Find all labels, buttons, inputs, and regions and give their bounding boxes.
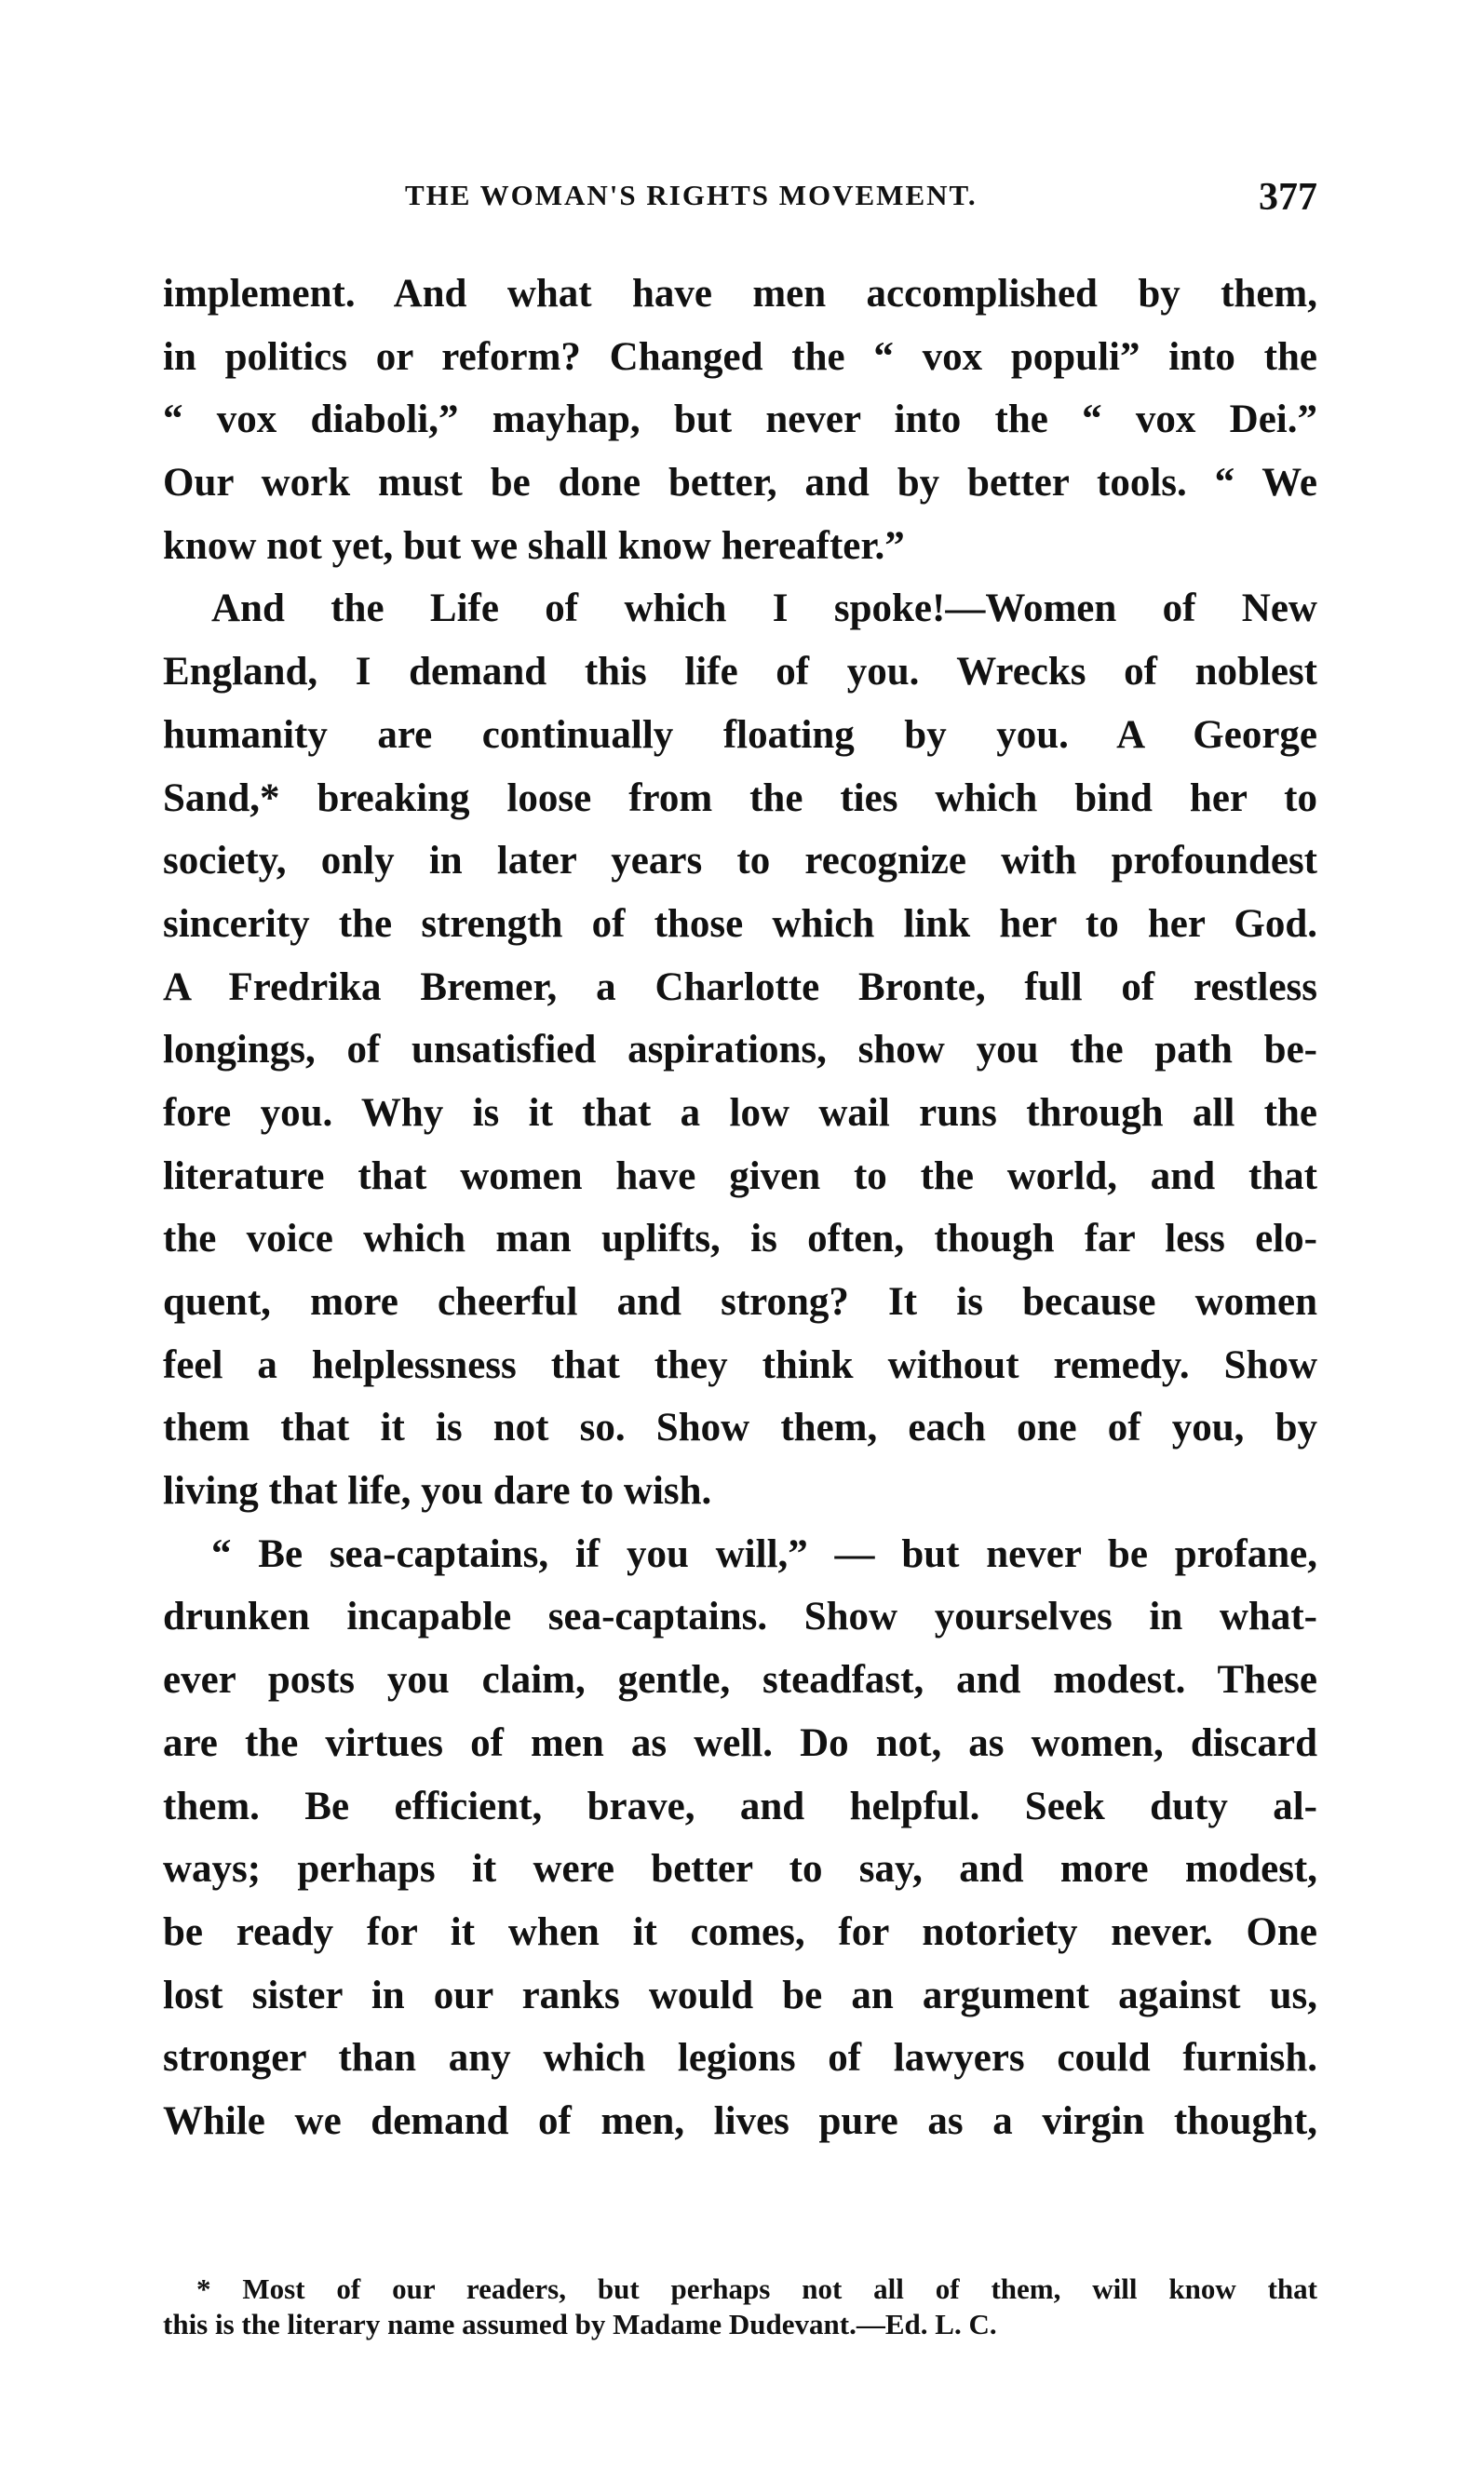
text-line: them that it is not so. Show them, each one of you, by: [163, 1406, 1317, 1450]
text-line: are the virtues of men as well. Do not, as women, discard: [163, 1720, 1317, 1765]
text-line: be ready for it when it comes, for notoriety never. One: [163, 1909, 1317, 1954]
text-line: ways; perhaps it were better to say, and more modest,: [163, 1847, 1317, 1892]
text-line: sincerity the strength of those which link her to her God.: [163, 901, 1317, 946]
text-line: “ Be sea-captains, if you will,” — but never be profane,: [211, 1531, 1317, 1576]
running-title: THE WOMAN'S RIGHTS MOVEMENT.: [405, 179, 978, 211]
text-line: feel a helplessness that they think without remedy. Show: [163, 1342, 1317, 1387]
text-line: implement. And what have men accomplished by them,: [163, 272, 1317, 316]
body-text: [163, 263, 1317, 2153]
text-line: drunken incapable sea-captains. Show yourselves in what-: [163, 1595, 1317, 1639]
text-line: quent, more cheerful and strong? It is because women: [163, 1280, 1317, 1324]
text-line: Sand,* breaking loose from the ties which bind her to: [163, 775, 1317, 820]
footnote: [163, 2272, 1317, 2342]
text-line: society, only in later years to recognize with profoundest: [163, 839, 1317, 883]
text-line: fore you. Why is it that a low wail runs through all the: [163, 1090, 1317, 1135]
page-number: 377: [1259, 176, 1317, 219]
text-line: the voice which man uplifts, is often, though far less elo-: [163, 1217, 1317, 1261]
text-line: in politics or reform? Changed the “ vox populi” into the: [163, 334, 1317, 379]
text-line: longings, of unsatisfied aspirations, show you the path be-: [163, 1028, 1317, 1072]
footnote-line: this is the literary name assumed by Madame Dudevant.—Ed. L. C.: [163, 2308, 997, 2340]
running-header: [163, 176, 1317, 222]
text-line: them. Be efficient, brave, and helpful. Seek duty al-: [163, 1784, 1317, 1828]
text-line: And the Life of which I spoke!—Women of New: [211, 587, 1317, 631]
text-line: Our work must be done better, and by better tools. “ We: [163, 461, 1317, 506]
text-line: England, I demand this life of you. Wrecks of noblest: [163, 650, 1317, 694]
text-line: living that life, you dare to wish.: [163, 1469, 712, 1514]
text-line: literature that women have given to the world, and that: [163, 1153, 1317, 1198]
text-line: ever posts you claim, gentle, steadfast, and modest. These: [163, 1658, 1317, 1703]
text-line: lost sister in our ranks would be an argument against us,: [163, 1973, 1317, 2017]
text-line: stronger than any which legions of lawyers could furnish.: [163, 2036, 1317, 2081]
text-line: know not yet, but we shall know hereafter.”: [163, 523, 905, 568]
footnote-line: * Most of our readers, but perhaps not all of them, will know that: [196, 2272, 1317, 2305]
text-line: humanity are continually floating by you. A George: [163, 712, 1317, 757]
text-line: A Fredrika Bremer, a Charlotte Bronte, full of restless: [163, 964, 1317, 1009]
text-line: While we demand of men, lives pure as a virgin thought,: [163, 2098, 1317, 2143]
text-line: “ vox diaboli,” mayhap, but never into the “ vox Dei.”: [163, 398, 1317, 442]
